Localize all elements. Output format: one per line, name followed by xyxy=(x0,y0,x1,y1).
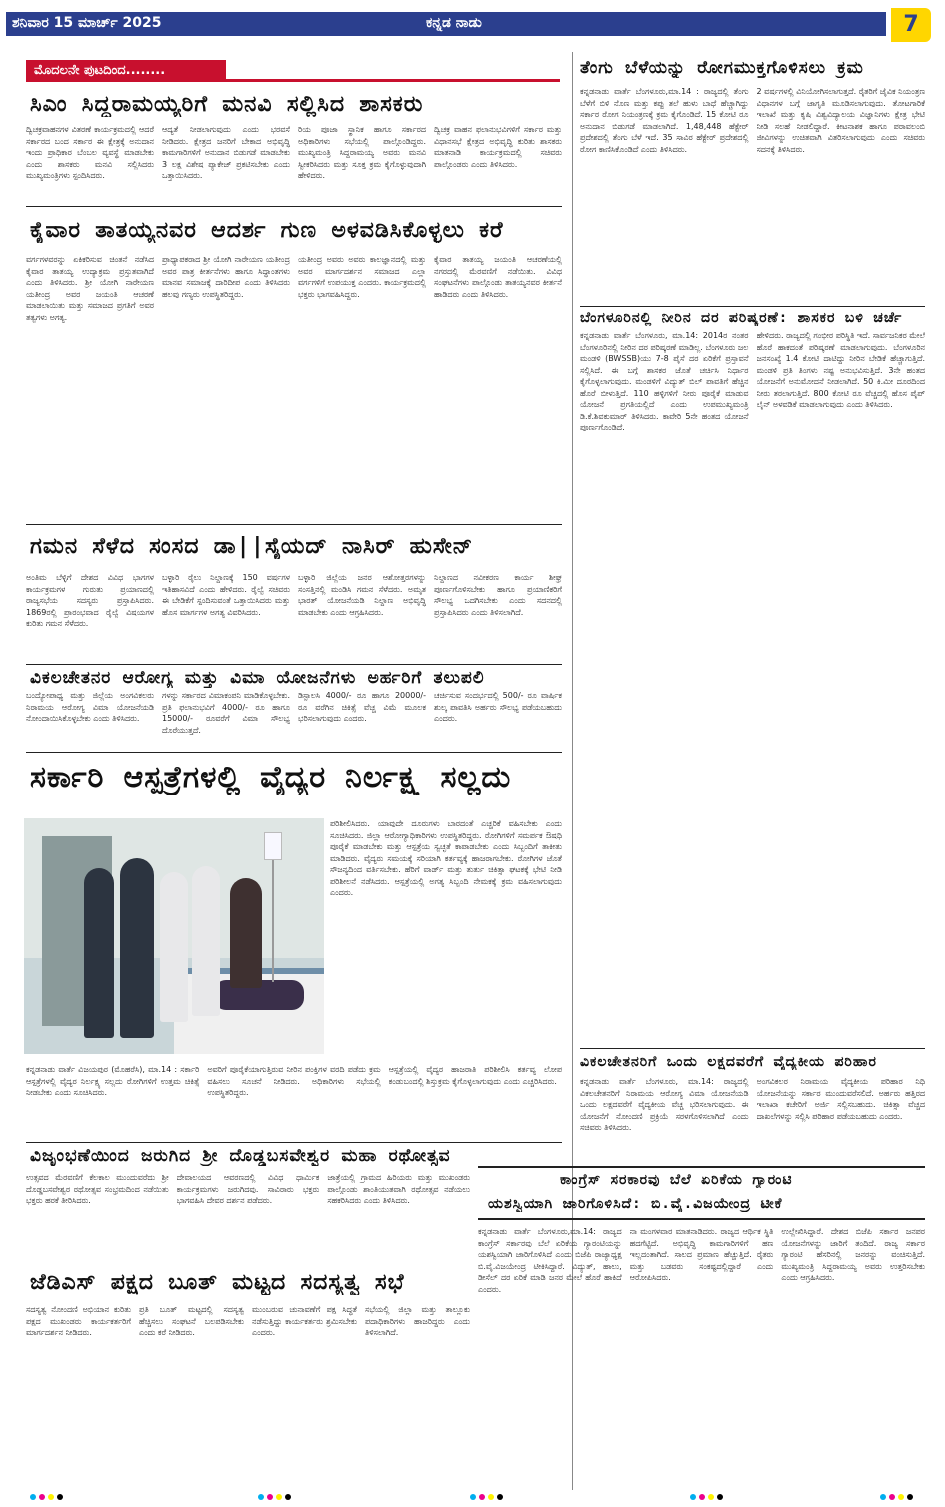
article-cm-memorandum-body xyxy=(26,124,562,202)
article-column: ಮುಂಬರುವ ಚುನಾವಣೆಗೆ ಪಕ್ಷ ಸಿದ್ಧತೆ ನಡೆಸುತ್ತಿದ್ದು ಕಾರ್ಯಕರ್ತರು ಶ್ರಮಿಸಬೇಕು ಎಂದರು. xyxy=(252,1305,357,1337)
registration-marks xyxy=(880,1494,913,1502)
person-figure xyxy=(120,858,154,1038)
person-figure xyxy=(192,866,220,1016)
article-column: ರಿಯ ಪೂಜಾ ಸ್ಥಾನಿಕ ಹಾಗೂ ಸರ್ಕಾರದ ಅಧಿಕಾರಿಗಳು ಸಭೆಯಲ್ಲಿ ಪಾಲ್ಗೊಂಡಿದ್ದರು. ಮುಖ್ಯಮಂತ್ರಿ ಸಿದ್ದರಾಮಯ್ಯ ಅವರು ಮನವಿ ಸ್ವೀಕರಿಸಿದರು ಮತ್ತು ಸೂಕ್ತ ಕ್ರಮ ಕೈಗೊಳ್ಳುವುದಾಗಿ ಹೇಳಿದರು. xyxy=(298,125,426,180)
article-column: ಕನ್ನಡನಾಡು ವಾರ್ತೆ ಬೆಂಗಳೂರು, ಮಾ.14: 2014ರ ನಂತರ ಬೆಂಗಳೂರಿನಲ್ಲಿ ನೀರಿನ ದರ ಪರಿಷ್ಕರಣೆ ಮಾಡಿಲ್ಲ. ಬೆಂಗಳೂರು ಜಲ ಮಂಡಳಿ (BWSSB)ಯು 7-8 ಪೈಸೆ ದರ ಏರಿಕೆಗೆ ಪ್ರಸ್ತಾವನೆ ಸಲ್ಲಿಸಿದೆ. ಈ ಬಗ್ಗೆ ಶಾಸಕರ ಜೊತೆ ಚರ್ಚಿಸಿ ನಿರ್ಧಾರ ಕೈಗೊಳ್ಳಲಾಗುವುದು. ಮಂಡಳಿಗೆ ವಿದ್ಯುತ್ ಬಿಲ್ ಪಾವತಿಗೆ ಹೆಚ್ಚಿನ ಹೊರೆ ಬೀಳುತ್ತಿದೆ. 110 ಹಳ್ಳಿಗಳಿಗೆ ನೀರು ಪೂರೈಕೆ ಮಾಡುವ ಯೋಜನೆ ಪ್ರಗತಿಯಲ್ಲಿದೆ ಎಂದು ಉಪಮುಖ್ಯಮಂತ್ರಿ ಡಿ.ಕೆ.ಶಿವಕುಮಾರ್ ತಿಳಿಸಿದರು. ಕಾವೇರಿ 5ನೇ ಹಂತದ ಯೋಜನೆ ಪೂರ್ಣಗೊಂಡಿದೆ. xyxy=(580,331,749,432)
divider xyxy=(26,524,562,525)
headline-coconut: ತೆಂಗು ಬೆಳೆಯನ್ನು ರೋಗಮುಕ್ತಗೊಳಿಸಲು ಕ್ರಮ xyxy=(580,58,864,78)
article-column: ಕನ್ನಡನಾಡು ವಾರ್ತೆ ಬೆಂಗಳೂರು,ಮಾ.14 : ರಾಜ್ಯದಲ್ಲಿ ತೆಂಗು ಬೆಳೆಗೆ ಬಿಳಿ ನೊಣ ಮತ್ತು ಕಪ್ಪು ತಲೆ ಹುಳು ಬಾಧೆ ಹೆಚ್ಚಾಗಿದ್ದು ಸರ್ಕಾರ ರೋಗ ನಿಯಂತ್ರಣಕ್ಕೆ ಕ್ರಮ ಕೈಗೊಂಡಿದೆ. 15 ಕೋಟಿ ರೂ ಅನುದಾನ ಬಿಡುಗಡೆ ಮಾಡಲಾಗಿದೆ. 1,48,448 ಹೆಕ್ಟೇರ್ ಪ್ರದೇಶದಲ್ಲಿ ತೆಂಗು ಬೆಳೆ ಇದೆ. 35 ಸಾವಿರ ಹೆಕ್ಟೇರ್ ಪ್ರದೇಶದಲ್ಲಿ ರೋಗ ಕಾಣಿಸಿಕೊಂಡಿದೆ ಎಂದು ತಿಳಿಸಿದರು. xyxy=(580,87,749,154)
headline-disabled-relief: ವಿಕಲಚೇತನರಿಗೆ ಒಂದು ಲಕ್ಷದವರೆಗೆ ವೈದ್ಯಕೀಯ ಪರಿಹಾರ xyxy=(580,1054,877,1070)
article-hospital-side xyxy=(330,818,562,1064)
article-column: ಬಂದ್ಯೋಪಾಧ್ಯ ಮತ್ತು ಜಿಲ್ಲೆಯ ಅಂಗವಿಕಲರು ನಿರಾಮಯ ಆರೋಗ್ಯ ವಿಮಾ ಯೋಜನೆಯಡಿ ನೋಂದಾಯಿಸಿಕೊಳ್ಳಬೇಕು ಎಂದು ತಿಳಿಸಿದರು. xyxy=(26,691,154,723)
article-column: ನಾ ಮಂಗಳವಾರ ಮಾತನಾಡಿದರು. ರಾಜ್ಯದ ಆರ್ಥಿಕ ಸ್ಥಿತಿ ಹದಗೆಟ್ಟಿದೆ. ಅಭಿವೃದ್ಧಿ ಕಾಮಗಾರಿಗಳಿಗೆ ಹಣ ಇಲ್ಲದಂತಾಗಿದೆ. ಸಾಲದ ಪ್ರಮಾಣ ಹೆಚ್ಚುತ್ತಿದೆ. ರೈತರು ಮತ್ತು ಬಡವರು ಸಂಕಷ್ಟದಲ್ಲಿದ್ದಾರೆ ಎಂದು ಆರೋಪಿಸಿದರು. xyxy=(629,1227,774,1282)
divider xyxy=(26,752,562,753)
article-column: ನಿಲ್ದಾಣದ ನವೀಕರಣ ಕಾರ್ಯ ಶೀಘ್ರ ಪೂರ್ಣಗೊಳಿಸಬೇಕು ಹಾಗೂ ಪ್ರಯಾಣಿಕರಿಗೆ ಸೌಲಭ್ಯ ಒದಗಿಸಬೇಕು ಎಂದು ಸದನದಲ್ಲಿ ಪ್ರಸ್ತಾಪಿಸಿದರು ಎಂದು ತಿಳಿಸಲಾಗಿದೆ. xyxy=(434,573,562,617)
article-column: ಬಳ್ಳಾರಿ ರೈಲು ನಿಲ್ದಾಣಕ್ಕೆ 150 ವರ್ಷಗಳ ಇತಿಹಾಸವಿದೆ ಎಂದು ಹೇಳಿದರು. ರೈಲ್ವೆ ಸಚಿವರು ಈ ಬೇಡಿಕೆಗೆ ಸ್ಪಂದಿಸುವಂತೆ ಒತ್ತಾಯಿಸಿದರು ಮತ್ತು ಹೊಸ ಮಾರ್ಗಗಳ ಅಗತ್ಯ ವಿವರಿಸಿದರು. xyxy=(162,573,290,617)
registration-marks xyxy=(258,1494,291,1502)
divider xyxy=(26,206,562,207)
article-column: ಗಳನ್ನು ಸರ್ಕಾರದ ವಿಮಾಕಂಪನಿ ಮಾಡಿಕೊಳ್ಳಬೇಕು. ಪ್ರತಿ ಫಲಾನುಭವಿಗೆ 4000/- ರೂ ಹಾಗೂ 15000/- ರೂವರೆಗೆ ವಿಮಾ ಸೌಲಭ್ಯ ದೊರೆಯುತ್ತದೆ. xyxy=(162,691,290,735)
headline-mp-nasir-hussain: ಗಮನ ಸೆಳೆದ ಸಂಸದ ಡಾ||ಸೈಯದ್ ನಾಸಿರ್ ಹುಸೇನ್ xyxy=(30,534,474,559)
article-column: ದ್ವಿಚಕ್ರವಾಹನಗಳ ವಿತರಣೆ ಕಾರ್ಯಕ್ರಮದಲ್ಲಿ ಆದರೆ ಸರ್ಕಾರದ ಬಂದ ಸರ್ಕಾರ ಈ ಕ್ಷೇತ್ರಕ್ಕೆ ಅನುದಾನ ಇಂದು ಪ್ರಾಧಿಕಾರ ಬೆಂಬಲ ವ್ಯವಸ್ಥೆ ಮಾಡಬೇಕು ಎಂದು ಶಾಸಕರು ಮನವಿ ಸಲ್ಲಿಸಿದರು ಮುಖ್ಯಮಂತ್ರಿಗಳು ಸ್ಪಂದಿಸಿದರು. xyxy=(26,125,154,180)
article-column: ಜಾತ್ರೆಯಲ್ಲಿ ಗ್ರಾಮದ ಹಿರಿಯರು ಮತ್ತು ಮುಖಂಡರು ಪಾಲ್ಗೊಂಡು ಶಾಂತಿಯುತವಾಗಿ ರಥೋತ್ಸವ ನಡೆಯಲು ಸಹಕರಿಸಿದರು ಎಂದು ತಿಳಿಸಿದರು. xyxy=(327,1173,471,1205)
article-column: ಬಳ್ಳಾರಿ ಜಿಲ್ಲೆಯ ಜನರ ಆಶೋತ್ತರಗಳನ್ನು ಸಂಸತ್ತಿನಲ್ಲಿ ಮಂಡಿಸಿ ಗಮನ ಸೆಳೆದರು. ಅಮೃತ ಭಾರತ್ ಯೋಜನೆಯಡಿ ನಿಲ್ದಾಣ ಅಭಿವೃದ್ಧಿ ಮಾಡಬೇಕು ಎಂದು ಆಗ್ರಹಿಸಿದರು. xyxy=(298,573,426,617)
article-disabled-relief-body xyxy=(580,1076,925,1162)
divider xyxy=(26,1142,562,1143)
registration-marks xyxy=(30,1494,63,1502)
article-column: ಆದ್ಯತೆ ನೀಡಲಾಗುವುದು ಎಂದು ಭರವಸೆ ನೀಡಿದರು. ಕ್ಷೇತ್ರದ ಜನರಿಗೆ ಬೇಕಾದ ಅಭಿವೃದ್ಧಿ ಕಾಮಗಾರಿಗಳಿಗೆ ಅನುದಾನ ಬಿಡುಗಡೆ ಮಾಡಬೇಕು 3 ಲಕ್ಷ ವಿಶೇಷ ಪ್ಯಾಕೇಜ್ ಪ್ರಕಟಿಸಬೇಕು ಎಂದು ಒತ್ತಾಯಿಸಿದರು. xyxy=(162,125,290,180)
divider xyxy=(580,306,925,307)
article-column: ಅಂತಿಮ ಬೆಳ್ಳಿಗೆ ದೇಶದ ವಿವಿಧ ಭಾಗಗಳ ಕಾರ್ಯಕ್ರಮಗಳ ಗುರುತು ಪ್ರಯಾಣದಲ್ಲಿ ರಾಜ್ಯಸಭೆಯ ಸದಸ್ಯರು ಪ್ರಸ್ತಾಪಿಸಿದರು. 1869ರಲ್ಲಿ ಪ್ರಾರಂಭವಾದ ರೈಲ್ವೆ ವಿಷಯಗಳ ಕುರಿತು ಗಮನ ಸೆಳೆದರು. xyxy=(26,573,154,628)
headline-jds-meeting: ಜೆಡಿಎಸ್ ಪಕ್ಷದ ಬೂತ್ ಮಟ್ಟದ ಸದಸ್ಯತ್ವ ಸಭೆ xyxy=(30,1270,405,1295)
article-column: ಪ್ರತಿ ಬೂತ್ ಮಟ್ಟದಲ್ಲಿ ಸದಸ್ಯತ್ವ ಹೆಚ್ಚಿಸಲು ಸಂಘಟನೆ ಬಲಪಡಿಸಬೇಕು ಎಂದು ಕರೆ ನೀಡಿದರು. xyxy=(139,1305,244,1337)
article-column: ಪ್ರಾಧ್ಯಾಪಕರಾದ ಶ್ರೀ ಯೋಗಿ ನಾರೇಯಣ ಯತೀಂದ್ರ ಅವರ ಪಾತ್ರ ಕೀರ್ತನೆಗಳು ಹಾಗೂ ಸಿದ್ಧಾಂತಗಳು ಮಾನವ ಸಮಾಜಕ್ಕೆ ದಾರಿದೀಪ ಎಂದು ತಿಳಿಸಿದರು ಹಲವು ಗಣ್ಯರು ಉಪಸ್ಥಿತರಿದ್ದರು. xyxy=(162,255,290,299)
newspaper-logo: ಕನ್ನಡ ನಾಡು xyxy=(426,15,482,31)
article-column: ಯತೀಂದ್ರ ಅವರು ಅವರು ಕಾಲಜ್ಞಾನದಲ್ಲಿ ಮತ್ತು ಅವರ ಮಾರ್ಗದರ್ಶನ ಸಮಾಜದ ಎಲ್ಲಾ ವರ್ಗಗಳಿಗೆ ಉಪಯುಕ್ತ ಎಂದರು. ಕಾರ್ಯಕ್ರಮದಲ್ಲಿ ಭಕ್ತರು ಭಾಗವಹಿಸಿದ್ದರು. xyxy=(298,255,426,299)
article-column: ಪರಿಶೀಲಿಸಿದರು. ಯಾವುದೇ ದೂರುಗಳು ಬಾರದಂತೆ ಎಚ್ಚರಿಕೆ ವಹಿಸಬೇಕು ಎಂದು ಸೂಚಿಸಿದರು. ಜಿಲ್ಲಾ ಆರೋಗ್ಯಾಧಿಕಾರಿಗಳು ಉಪಸ್ಥಿತರಿದ್ದರು. ರೋಗಿಗಳಿಗೆ ಸಮರ್ಪಕ ಔಷಧಿ ಪೂರೈಕೆ ಮಾಡಬೇಕು ಮತ್ತು ಆಸ್ಪತ್ರೆಯ ಸ್ವಚ್ಛತೆ ಕಾಪಾಡಬೇಕು ಎಂದು ಸಿಬ್ಬಂದಿಗೆ ತಾಕೀತು ಮಾಡಿದರು. ವೈದ್ಯರು ಸಮಯಕ್ಕೆ ಸರಿಯಾಗಿ ಕರ್ತವ್ಯಕ್ಕೆ ಹಾಜರಾಗಬೇಕು. ರೋಗಿಗಳ ಜೊತೆ ಸೌಜನ್ಯದಿಂದ ವರ್ತಿಸಬೇಕು. ಹೆರಿಗೆ ವಾರ್ಡ್ ಮತ್ತು ತುರ್ತು ಚಿಕಿತ್ಸಾ ಘಟಕಕ್ಕೆ ಭೇಟಿ ನೀಡಿ ಪರಿಶೀಲನೆ ನಡೆಸಿದರು. ಆಸ್ಪತ್ರೆಯಲ್ಲಿ ಅಗತ್ಯ ಸಿಬ್ಬಂದಿ ನೇಮಕಕ್ಕೆ ಕ್ರಮ ವಹಿಸಲಾಗುವುದು ಎಂದರು. xyxy=(330,819,562,897)
article-vijayendra-body xyxy=(478,1226,925,1484)
article-column: 2 ವರ್ಷಗಳಲ್ಲಿ ವಿನಿಯೋಗಿಸಲಾಗುತ್ತದೆ. ರೈತರಿಗೆ ಜೈವಿಕ ನಿಯಂತ್ರಣ ವಿಧಾನಗಳ ಬಗ್ಗೆ ಜಾಗೃತಿ ಮೂಡಿಸಲಾಗುವುದು. ತೋಟಗಾರಿಕೆ ಇಲಾಖೆ ಮತ್ತು ಕೃಷಿ ವಿಶ್ವವಿದ್ಯಾಲಯ ವಿಜ್ಞಾನಿಗಳು ಕ್ಷೇತ್ರ ಭೇಟಿ ನೀಡಿ ಸಲಹೆ ನೀಡಲಿದ್ದಾರೆ. ಕೀಟನಾಶಕ ಹಾಗೂ ಪರಾವಲಂಬಿ ಜೀವಿಗಳನ್ನು ಉಚಿತವಾಗಿ ವಿತರಿಸಲಾಗುವುದು ಎಂದು ಸಚಿವರು ಸದನಕ್ಕೆ ತಿಳಿಸಿದರು. xyxy=(756,87,925,154)
article-water-body xyxy=(580,330,925,1044)
article-disabled-insurance-body xyxy=(26,690,562,748)
article-coconut-body xyxy=(580,86,925,304)
article-mp-body xyxy=(26,572,562,660)
person-figure xyxy=(160,872,188,1022)
article-column: ಹೇಳಿದರು. ರಾಜ್ಯದಲ್ಲಿ ಗಂಭೀರ ಪರಿಸ್ಥಿತಿ ಇದೆ. ಸಾರ್ವಜನಿಕರ ಮೇಲೆ ಹೊರೆ ಹಾಕದಂತೆ ಪರಿಷ್ಕರಣೆ ಮಾಡಲಾಗುವುದು. ಬೆಂಗಳೂರಿನ ಜನಸಂಖ್ಯೆ 1.4 ಕೋಟಿ ದಾಟಿದ್ದು ನೀರಿನ ಬೇಡಿಕೆ ಹೆಚ್ಚಾಗುತ್ತಿದೆ. ಮಂಡಳಿ ಪ್ರತಿ ತಿಂಗಳು ನಷ್ಟ ಅನುಭವಿಸುತ್ತಿದೆ. 3ನೇ ಹಂತದ ಯೋಜನೆಗೆ ಅನುಮೋದನೆ ನೀಡಲಾಗಿದೆ. 50 ಕಿ.ಮೀ ದೂರದಿಂದ ನೀರು ತರಲಾಗುತ್ತಿದೆ. 800 ಕೋಟಿ ರೂ ವೆಚ್ಚದಲ್ಲಿ ಹೊಸ ಪೈಪ್ ಲೈನ್ ಅಳವಡಿಕೆ ಮಾಡಲಾಗುವುದು ಎಂದು ತಿಳಿಸಿದರು. xyxy=(756,331,925,409)
page-number: 7 xyxy=(891,8,931,42)
article-column: ದೇವಾಲಯದ ಆವರಣದಲ್ಲಿ ವಿವಿಧ ಧಾರ್ಮಿಕ ಕಾರ್ಯಕ್ರಮಗಳು ಜರುಗಿದವು. ಸಾವಿರಾರು ಭಕ್ತರು ಭಾಗವಹಿಸಿ ದೇವರ ದರ್ಶನ ಪಡೆದರು. xyxy=(176,1173,320,1205)
divider xyxy=(26,664,562,665)
article-column: ಕೈವಾರ ತಾತಯ್ಯ ಜಯಂತಿ ಆಚರಣೆಯಲ್ಲಿ ನಗರದಲ್ಲಿ ಮೆರವಣಿಗೆ ನಡೆಯಿತು. ವಿವಿಧ ಸಂಘಟನೆಗಳು ಪಾಲ್ಗೊಂಡು ತಾತಯ್ಯನವರ ಕೀರ್ತನೆ ಹಾಡಿದರು ಎಂದು ತಿಳಿಸಿದರು. xyxy=(434,255,562,299)
headline-cm-memorandum: ಸಿಎಂ ಸಿದ್ದರಾಮಯ್ಯರಿಗೆ ಮನವಿ ಸಲ್ಲಿಸಿದ ಶಾಸಕರು xyxy=(30,92,424,117)
headline-govt-hospitals: ಸರ್ಕಾರಿ ಆಸ್ಪತ್ರೆಗಳಲ್ಲಿ ವೈದ್ಯರ ನಿರ್ಲಕ್ಷ್ಯ ಸಲ್ಲದು xyxy=(30,760,512,795)
registration-marks xyxy=(690,1494,723,1502)
headline-bengaluru-water: ಬೆಂಗಳೂರಿನಲ್ಲಿ ನೀರಿನ ದರ ಪರಿಷ್ಕರಣೆ: ಶಾಸಕರ ಬಳಿ ಚರ್ಚೆ xyxy=(580,310,903,326)
article-column: ಅಂಗವಿಕಲರ ನಿರಾಮಯ ವೈದ್ಯಕೀಯ ಪರಿಹಾರ ನಿಧಿ ಯೋಜನೆಯನ್ನು ಸರ್ಕಾರ ಮುಂದುವರೆಸಲಿದೆ. ಅರ್ಹರು ಹತ್ತಿರದ ಇಲಾಖಾ ಕಚೇರಿಗೆ ಅರ್ಜಿ ಸಲ್ಲಿಸಬಹುದು. ಚಿಕಿತ್ಸಾ ವೆಚ್ಚದ ದಾಖಲೆಗಳನ್ನು ಸಲ್ಲಿಸಿ ಪರಿಹಾರ ಪಡೆಯಬಹುದು ಎಂದರು. xyxy=(756,1077,925,1121)
article-kaivara-body xyxy=(26,254,562,518)
article-jds-body xyxy=(26,1304,470,1484)
article-column: ಕನ್ನಡನಾಡು ವಾರ್ತೆ ಬೆಂಗಳೂರು, ಮಾ.14: ರಾಜ್ಯದಲ್ಲಿ ವಿಕಲಚೇತನರಿಗೆ ನಿರಾಮಯ ಆರೋಗ್ಯ ವಿಮಾ ಯೋಜನೆಯಡಿ ಒಂದು ಲಕ್ಷದವರೆಗೆ ವೈದ್ಯಕೀಯ ವೆಚ್ಚ ಭರಿಸಲಾಗುವುದು. ಈ ಯೋಜನೆಗೆ ನೋಂದಣಿ ಪ್ರಕ್ರಿಯೆ ಸರಳಗೊಳಿಸಲಾಗಿದೆ ಎಂದು ಸಚಿವರು ತಿಳಿಸಿದರು. xyxy=(580,1077,749,1132)
article-column: ಸಭೆಯಲ್ಲಿ ಜಿಲ್ಲಾ ಮತ್ತು ತಾಲ್ಲೂಕು ಪದಾಧಿಕಾರಿಗಳು ಹಾಜರಿದ್ದರು ಎಂದು ತಿಳಿಸಲಾಗಿದೆ. xyxy=(365,1305,470,1337)
headline-vijayendra-line2: ಯಶಸ್ವಿಯಾಗಿ ಜಾರಿಗೊಳಿಸಿದೆ: ಬಿ.ವೈ.ವಿಜಯೇಂದ್ರ ಟೀಕೆ xyxy=(488,1196,783,1212)
issue-date: ಶನಿವಾರ 15 ಮಾರ್ಚ್ 2025 xyxy=(12,15,162,31)
article-column: ವರ್ಗಗಳವರನ್ನು ಏಕಿಕರಿಸುವ ಚಿಂತನೆ ನಡೆಸಿದ ಕೈವಾರ ತಾತಯ್ಯ ಉದ್ಯಾಕ್ರಮ ಪ್ರಸ್ತುತವಾಗಿದೆ ಎಂದು ತಿಳಿಸಿದರು. ಶ್ರೀ ಯೋಗಿ ನಾರೇಯಣ ಯತೀಂದ್ರ ಅವರ ಜಯಂತಿ ಆಚರಣೆ ಮಾಡಲಾಯಿತು ಮತ್ತು ಸಮಾಜದ ಪ್ರಗತಿಗೆ ಅವರ ತತ್ವಗಳು ಅಗತ್ಯ. xyxy=(26,255,154,322)
headline-kaivara: ಕೈವಾರ ತಾತಯ್ಯನವರ ಆದರ್ಶ ಗುಣ ಅಳವಡಿಸಿಕೊಳ್ಳಲು ಕರೆ xyxy=(30,218,504,243)
article-column: ಕನ್ನಡನಾಡು ವಾರ್ತೆ ವಿಜಯಪುರ (ಮೊಹರೆಸಿ), ಮಾ.14 : ಸರ್ಕಾರಿ ಆಸ್ಪತ್ರೆಗಳಲ್ಲಿ ವೈದ್ಯರ ನಿರ್ಲಕ್ಷ್ಯ ಸಲ್ಲದು ರೋಗಿಗಳಿಗೆ ಉತ್ತಮ ಚಿಕಿತ್ಸೆ ನೀಡಬೇಕು ಎಂದು ಸೂಚಿಸಿದರು. xyxy=(26,1065,200,1097)
article-rathotsava-body xyxy=(26,1172,470,1266)
section-tag: ಮೊದಲನೇ ಪುಟದಿಂದ........ xyxy=(26,60,226,82)
article-column: ಸದಸ್ಯತ್ವ ನೋಂದಣಿ ಅಭಿಯಾನ ಕುರಿತು ಪಕ್ಷದ ಮುಖಂಡರು ಕಾರ್ಯಕರ್ತರಿಗೆ ಮಾರ್ಗದರ್ಶನ ನೀಡಿದರು. xyxy=(26,1305,131,1337)
article-hospital-body xyxy=(26,1064,562,1140)
section-tag-rule xyxy=(226,60,560,82)
registration-marks xyxy=(470,1494,503,1502)
article-column: ಆಸ್ಪತ್ರೆಯಲ್ಲಿ ವೈದ್ಯರ ಹಾಜರಾತಿ ಪರಿಶೀಲಿಸಿ ಕರ್ತವ್ಯ ಲೋಪ ಕಂಡುಬಂದಲ್ಲಿ ಶಿಸ್ತುಕ್ರಮ ಕೈಗೊಳ್ಳಲಾಗುವುದು ಎಂದು ಎಚ್ಚರಿಸಿದರು. xyxy=(388,1065,562,1086)
article-column: ಡಿಸ್ಪಾಲಸಿ 4000/- ರೂ ಹಾಗೂ 20000/- ರೂ ವರೆಗಿನ ಚಿಕಿತ್ಸೆ ವೆಚ್ಚ ವಿಮೆ ಮೂಲಕ ಭರಿಸಲಾಗುವುದು ಎಂದರು. xyxy=(298,691,426,723)
article-column: ಉತ್ಸವದ ಮೆರವಣಿಗೆ ಕೆಲಕಾಲ ಮುಂದುವರೆದು ಶ್ರೀ ದೊಡ್ಡಬಸವೇಶ್ವರ ರಥೋತ್ಸವ ಸಂಭ್ರಮದಿಂದ ನಡೆಯಿತು ಭಕ್ತರು ಹರಕೆ ತೀರಿಸಿದರು. xyxy=(26,1173,169,1205)
person-figure xyxy=(84,868,114,1038)
iv-bag xyxy=(264,832,282,860)
hospital-visit-photo xyxy=(24,818,324,1054)
headline-rathotsava: ವಿಜೃಂಭಣೆಯಿಂದ ಜರುಗಿದ ಶ್ರೀ ದೊಡ್ಡಬಸವೇಶ್ವರ ಮಹಾ ರಥೋತ್ಸವ xyxy=(30,1146,451,1166)
article-column: ಉಲ್ಲೇಖಿಸಿದ್ದಾರೆ. ದೇಶದ ಬಿಜೆಪಿ ಸರ್ಕಾರ ಜನಪರ ಯೋಜನೆಗಳನ್ನು ಜಾರಿಗೆ ತಂದಿದೆ. ರಾಜ್ಯ ಸರ್ಕಾರ ಗ್ಯಾರಂಟಿ ಹೆಸರಿನಲ್ಲಿ ಜನರನ್ನು ವಂಚಿಸುತ್ತಿದೆ. ಮುಖ್ಯಮಂತ್ರಿ ಸಿದ್ದರಾಮಯ್ಯ ಅವರು ಉತ್ತರಿಸಬೇಕು ಎಂದು ಆಗ್ರಹಿಸಿದರು. xyxy=(781,1227,926,1282)
headline-vijayendra-line1: ಕಾಂಗ್ರೆಸ್ ಸರಕಾರವು ಬೆಲೆ ಏರಿಕೆಯ ಗ್ಯಾರಂಟಿ xyxy=(560,1172,793,1188)
headline-disabled-insurance: ವಿಕಲಚೇತನರ ಆರೋಗ್ಯ ಮತ್ತು ವಿಮಾ ಯೋಜನೆಗಳು ಅರ್ಹರಿಗೆ ತಲುಪಲಿ xyxy=(30,668,485,688)
divider xyxy=(580,1048,925,1049)
article-column: ಕನ್ನಡನಾಡು ವಾರ್ತೆ ಬೆಂಗಳೂರು,ಮಾ.14: ರಾಜ್ಯದ ಕಾಂಗ್ರೆಸ್ ಸರ್ಕಾರವು ಬೆಲೆ ಏರಿಕೆಯ ಗ್ಯಾರಂಟಿಯನ್ನು ಯಶಸ್ವಿಯಾಗಿ ಜಾರಿಗೊಳಿಸಿದೆ ಎಂದು ಬಿಜೆಪಿ ರಾಜ್ಯಾಧ್ಯಕ್ಷ ಬಿ.ವೈ.ವಿಜಯೇಂದ್ರ ಟೀಕಿಸಿದ್ದಾರೆ. ವಿದ್ಯುತ್, ಹಾಲು, ಡೀಸೆಲ್ ದರ ಏರಿಕೆ ಮಾಡಿ ಜನರ ಮೇಲೆ ಹೊರೆ ಹಾಕಿದೆ ಎಂದರು. xyxy=(478,1227,622,1294)
article-column: ದ್ವಿಚಕ್ರ ವಾಹನ ಫಲಾನುಭವಿಗಳಿಗೆ ಸರ್ಕಾರ ಮತ್ತು ವಿಧಾನಸಭೆ ಕ್ಷೇತ್ರದ ಅಭಿವೃದ್ಧಿ ಕುರಿತು ಶಾಸಕರು ಮಾತನಾಡಿ ಕಾರ್ಯಕ್ರಮದಲ್ಲಿ ಸಚಿವರು ಪಾಲ್ಗೊಂಡರು ಎಂದು ತಿಳಿಸಿದರು. xyxy=(434,125,562,169)
article-column: ಚರ್ಚಿಸುವ ಸಂದರ್ಭದಲ್ಲಿ 500/- ರೂ ವಾರ್ಷಿಕ ಶುಲ್ಕ ಪಾವತಿಸಿ ಅರ್ಹರು ಸೌಲಭ್ಯ ಪಡೆಯಬಹುದು ಎಂದರು. xyxy=(434,691,562,723)
article-column: ಅವರಿಗೆ ಪೂರೈಕೆಯಾಗುತ್ತಿರುವ ನೀರಿನ ಪಂಕ್ತಿಗಳ ವರದಿ ಪಡೆದು ಕ್ರಮ ವಹಿಸಲು ಸೂಚನೆ ನೀಡಿದರು. ಅಧಿಕಾರಿಗಳು ಸಭೆಯಲ್ಲಿ ಉಪಸ್ಥಿತರಿದ್ದರು. xyxy=(207,1065,381,1097)
person-figure xyxy=(230,878,262,988)
masthead xyxy=(6,6,939,44)
